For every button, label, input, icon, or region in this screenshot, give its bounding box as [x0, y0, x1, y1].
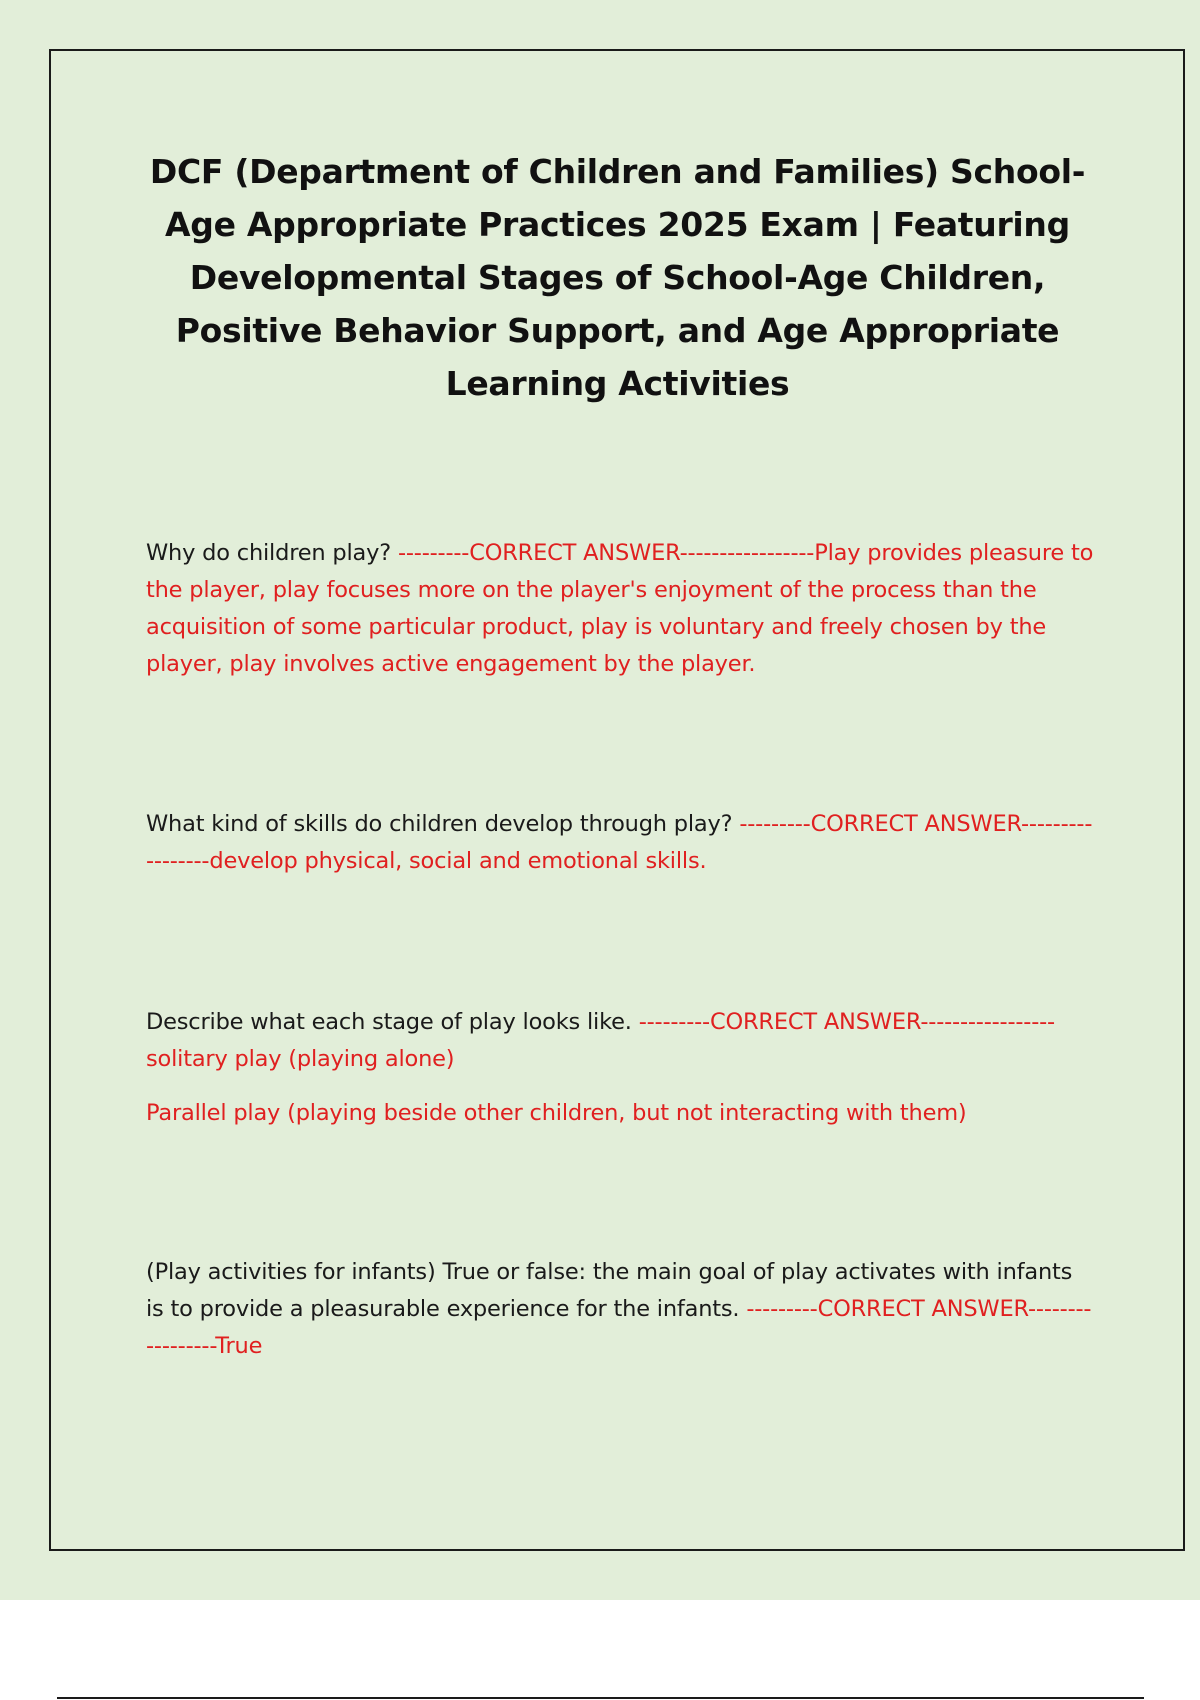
question-text: Why do children play? — [146, 540, 398, 566]
qa-item-2 — [146, 806, 1096, 880]
question-text: (Play activities for infants) True or false: the main goal of play activates with infants is to provide a pleasurable experience for the infants. — [146, 1259, 1073, 1322]
answer-text-extra: Parallel play (playing beside other children, but not interacting with them) — [146, 1100, 967, 1126]
answer-text: Play provides pleasure to the player, play focuses more on the player's enjoyment of the process than the acquisition of some particular product, play is voluntary and freely chosen by the player, play involves active engagement by the player. — [146, 540, 1094, 677]
answer-marker: ---------CORRECT ANSWER----------------- — [146, 811, 1093, 874]
answer-marker: ---------CORRECT ANSWER----------------- — [397, 540, 815, 566]
footer-divider — [57, 1697, 1144, 1699]
answer-text: True — [215, 1333, 263, 1359]
qa-item-4 — [146, 1254, 1096, 1365]
qa-item-3 — [146, 1004, 1096, 1132]
qa-text — [146, 1254, 1096, 1365]
answer-text: develop physical, social and emotional skills. — [209, 848, 707, 874]
question-text: Describe what each stage of play looks like. — [146, 1009, 639, 1035]
document-title: DCF (Department of Children and Families) School-Age Appropriate Practices 2025 Exam | Featuring Developmental Stages of School-Age Children, Positive Behavior Support, and Age Appropriate Learning Activities — [149, 152, 1086, 403]
qa-text — [146, 1004, 1096, 1078]
question-text: What kind of skills do children develop through play? — [146, 811, 740, 837]
qa-text — [146, 535, 1096, 683]
answer-marker: ---------CORRECT ANSWER----------------- — [146, 1296, 1092, 1359]
qa-item-1 — [146, 535, 1096, 683]
answer-marker: ---------CORRECT ANSWER----------------- — [638, 1009, 1055, 1035]
answer-text: solitary play (playing alone) — [146, 1046, 455, 1072]
qa-text — [146, 806, 1096, 880]
